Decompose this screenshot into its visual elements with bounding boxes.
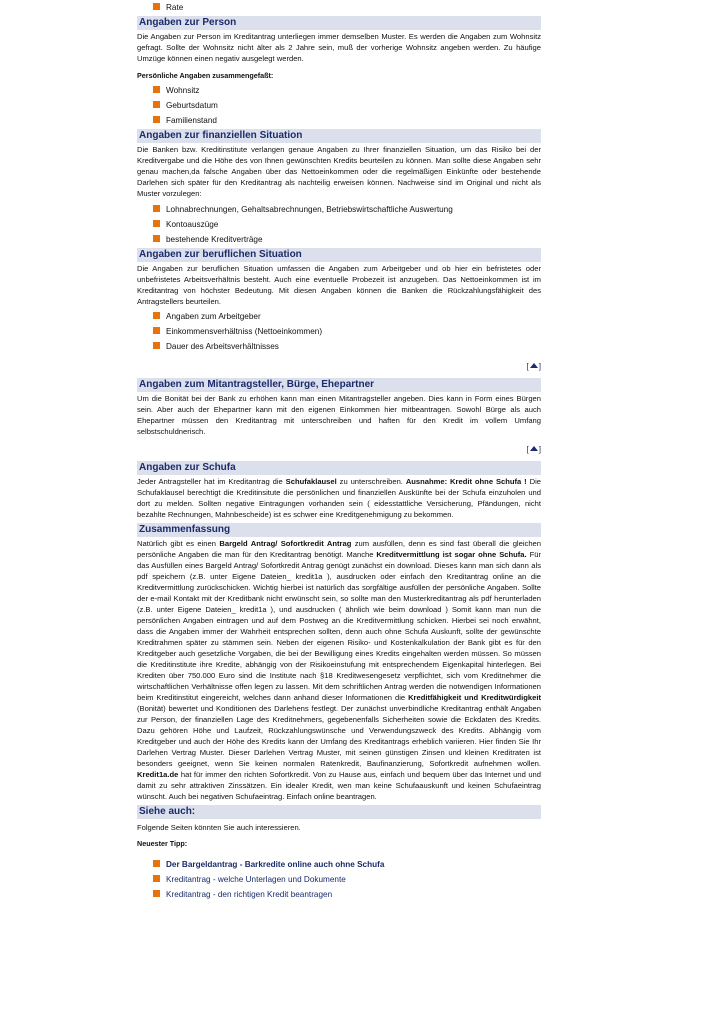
see-also-text: Folgende Seiten könnten Sie auch interessieren. [137,823,301,832]
person-list [137,83,541,128]
bullet-square-icon [153,890,160,897]
back-to-top-link[interactable] [526,445,539,454]
arrow-up-icon [530,363,538,368]
list-item-label: Kontoauszüge [166,220,219,229]
bullet-square-icon [153,86,160,93]
text-run: Natürlich gibt es einen [137,539,220,548]
list-item [153,202,541,217]
see-also-links [137,857,541,902]
text-run: Jeder Antragsteller hat im Kreditantrag die [137,477,286,486]
text-run: zum ausfüllen, denn es sind fast überall die gleichen persönliche Angaben die man für den Kreditantrag benötigt. Manche [137,539,541,559]
bracket-close: ] [538,362,541,371]
bullet-square-icon [153,220,160,227]
list-item [153,217,541,232]
list-item [153,339,541,354]
bullet-square-icon [153,101,160,108]
bold-run: Kredit1a.de [137,770,179,779]
list-item-label: Geburtsdatum [166,101,218,110]
bullet-square-icon [153,860,160,867]
list-item-label: bestehende Kreditverträge [166,235,263,244]
list-item [153,887,541,902]
list-item [153,83,541,98]
link-kreditantrag-beantragen[interactable]: Kreditantrag - den richtigen Kredit beantragen [166,890,333,899]
list-item-label: Rate [166,3,184,12]
tip-subheading: Neuester Tipp: [137,839,188,848]
list-item-label: Familienstand [166,116,217,125]
link-kreditantrag-unterlagen[interactable]: Kreditantrag - welche Unterlagen und Dokumente [166,875,346,884]
list-item [153,324,541,339]
section-heading-see-also: Siehe auch: [137,805,541,819]
list-item [153,113,541,128]
person-text: Die Angaben zur Person im Kreditantrag unterliegen immer demselben Muster. Es werden die Angaben zum Wohnsitz gefragt. Sollte der Wohnsitz nicht älter als 2 Jahre sein, muß der vorherige Wohnsitz angeben werden. Zu häufige Umzüge können einen negativ ausgelegt werden. [137,32,541,63]
list-item [153,98,541,113]
bold-run: Ausnahme: Kredit ohne Schufa ! [405,477,527,486]
bold-run: Bargeld Antrag/ Sofortkredit Antrag [219,539,352,548]
list-item [153,857,541,872]
bold-run: Schufaklausel [285,477,337,486]
schufa-text [137,476,541,520]
list-item [153,232,541,247]
section-heading-schufa: Angaben zur Schufa [137,461,541,475]
bullet-square-icon [153,312,160,319]
bullet-square-icon [153,116,160,123]
list-item-label: Lohnabrechnungen, Gehaltsabrechnungen, Betriebswirtschaftliche Auswertung [166,205,453,214]
text-run: zu unterschreiben. [336,477,406,486]
job-text: Die Angaben zur beruflichen Situation umfassen die Angaben zum Arbeitgeber und ob hier ein befristetes oder unbefristetes Arbeitsverhältnis besteht. Auch eine eventuelle Probezeit ist anzugeben. Das Nettoeinkommen ist im Kreditantrag von höchster Bedeutung. Mit diesen Angaben können die Banken die Rückzahlungsfähigkeit des Antragstellers beurteilen. [137,264,541,306]
bold-run: Kreditvermittlung ist sogar ohne Schufa. [376,550,527,559]
list-item-label: Wohnsitz [166,86,200,95]
list-item-label: Angaben zum Arbeitgeber [166,312,261,321]
financial-list [137,202,541,247]
top-list [137,0,541,15]
section-heading-financial: Angaben zur finanziellen Situation [137,129,541,143]
text-run: (Bonität) bewertet und Konditionen des Darlehens festlegt. Der zunächst unverbindliche Kreditantrag enthält Angaben zur Person, der finanziellen Lage des Kreditnehmers, gegebenenfalls Sicherheiten sowie die Eckdaten des Kredits. Dazu gehören Höhe und Laufzeit, Rückzahlungswünsche und Verwendungszweck des Kredits. Abhängig vom Kreditgeber und auch der Höhe des Kredits kann der Umfang des Kreditantrags erheblich variieren. Hier finden Sie Ihr Darlehen Vertrag Muster. Dieser Darlehen Vertrag Muster, mit seinen günstigen Zinsen und kleinen Kreditraten ist besonders geeignet, wenn Sie keinen normalen Ratenkredit, Baufinanzierung, Sofortkredit aufnehmen wollen. [137,704,541,768]
financial-text: Die Banken bzw. Kreditinstitute verlangen genaue Angaben zu Ihrer finanziellen Situation, um das Risiko bei der Kreditvergabe und die Höhe des von Ihnen gewünschten Kredits beurteilen zu können. Man sollte diese Angaben sehr genau machen,da falsche Angaben über das Nettoeinkommen oder die regelmäßigen Einkünfte oder bestehende Darlehen sich später für den Kreditantrag als nachteilig erweisen können. Nachweise sind im Original und nicht als Muster vorzulegen: [137,145,541,198]
bracket-close: ] [538,445,541,454]
back-to-top [137,443,541,457]
section-heading-summary: Zusammenfassung [137,523,541,537]
list-item-label: Einkommensverhältniss (Nettoeinkommen) [166,327,323,336]
summary-text [137,538,541,802]
back-to-top-link[interactable] [526,362,539,371]
bullet-square-icon [153,205,160,212]
job-list [137,309,541,354]
bold-run: Kreditfähigkeit und Kreditwürdigkeit [408,693,541,702]
person-subheading: Persönliche Angaben zusammengefaßt: [137,71,274,80]
bracket-open: [ [526,445,529,454]
list-item [153,0,541,15]
bullet-square-icon [153,327,160,334]
section-heading-partner: Angaben zum Mitantragsteller, Bürge, Ehepartner [137,378,541,392]
partner-text: Um die Bonität bei der Bank zu erhöhen kann man einen Mitantragsteller angeben. Dies kann in Form eines Bürgen sein. Aber auch der Ehepartner kann mit den eigenen Einkommen hier mitbeantragen. Sowohl Bürge als auch Ehepartner müssen den Kreditantrag mit unterschreiben und haften für den Kredit im vollem Umfang selbstschuldnerisch. [137,394,541,436]
section-heading-job: Angaben zur beruflichen Situation [137,248,541,262]
bullet-square-icon [153,3,160,10]
bullet-square-icon [153,235,160,242]
section-heading-person: Angaben zur Person [137,16,541,30]
text-run: hat für immer den richten Sofortkredit. Von zu Hause aus, einfach und bequem über das Internet und und damit zu sehr attraktiven Zinssätzen. Ein idealer Kredit, wen man keine Schufaauskunft und keinen Schufaeintrag wünscht. Auch bei negativen Schufaeintrag. Einfach online beantragen. [137,770,541,801]
list-item [153,872,541,887]
text-run: Für das Ausfüllen eines Bargeld Antrag/ Sofortkredit Antrag genügt zunächst ein download. Dieses kann man sich dann als pdf speichern (z.B. unter Eigene Dateien_ kredit1a ), ausdrucken oder einfach den Kreditantrag online an die Kreditvermittlung zurückschicken. Wichtig hierbei ist natürlich das sorgfältige ausfüllen der persönliche Angaben. Sollte der e-mail Kontakt mit der Kreditbank nicht erwünscht sein, so sollte man den Musterkreditantrag als pdf herunterladen (z.B. unter Eigene Dateien_ kredit1a ), und ausdrucken ( ähnlich wie beim download ) Somit kann man nun die persönlichen Angaben eintragen und auf dem Postweg an die Kreditvermittlung schicken. Hierbei sei noch erwähnt, dass die Angaben immer der Wahrheit entsprechen sollten, denn auch ohne Schufa Auskunft, sollte der gewünschte Kreditrahmen später zu stämmen sein. Neben der eigenen Risiko- und Kostenkalkulation der Bank gibt es für den Kreditgeber auch gesetzliche Vorgaben, die bei der Bewilligung eines Kredits eingehalten werden müssen. So müssen die Kreditinstitute ihre Kredite, abhängig von der Risikoeinstufung mit entsprechendem Eigenkapital hinterlegen. Bei Krediten über 750.000 Euro sind die Institute nach §18 Kreditwesengesetz verpflichtet, sich vom Kreditnehmer die wirtschaftlichen Verhältnisse offen legen zu lassen. Mit dem schriftlichen Antrag werden die notwendigen Informationen beim Kreditinstitut eingereicht, welches dann anhand dieser Informationen die [137,550,541,702]
text-run: Die Schufaklausel berechtigt die Kreditinsitute die persönlichen und finanziellen Auskünfte bei der Schufa einzuholen und dort zu melden. Sollten negative Eintragungen vorhanden sein ( eidesstattliche Versicherung, Pfändungen, nicht bezahlte Rechnungen, Mahnbescheide) ist es schwer eine Kreditgenehmigung zu bekommen. [137,477,541,519]
bracket-open: [ [526,362,529,371]
bullet-square-icon [153,875,160,882]
bullet-square-icon [153,342,160,349]
list-item-label: Dauer des Arbeitsverhältnisses [166,342,279,351]
list-item [153,309,541,324]
arrow-up-icon [530,446,538,451]
document [137,0,541,902]
link-bargeldantrag[interactable]: Der Bargeldantrag - Barkredite online auch ohne Schufa [166,860,385,869]
back-to-top [137,360,541,374]
